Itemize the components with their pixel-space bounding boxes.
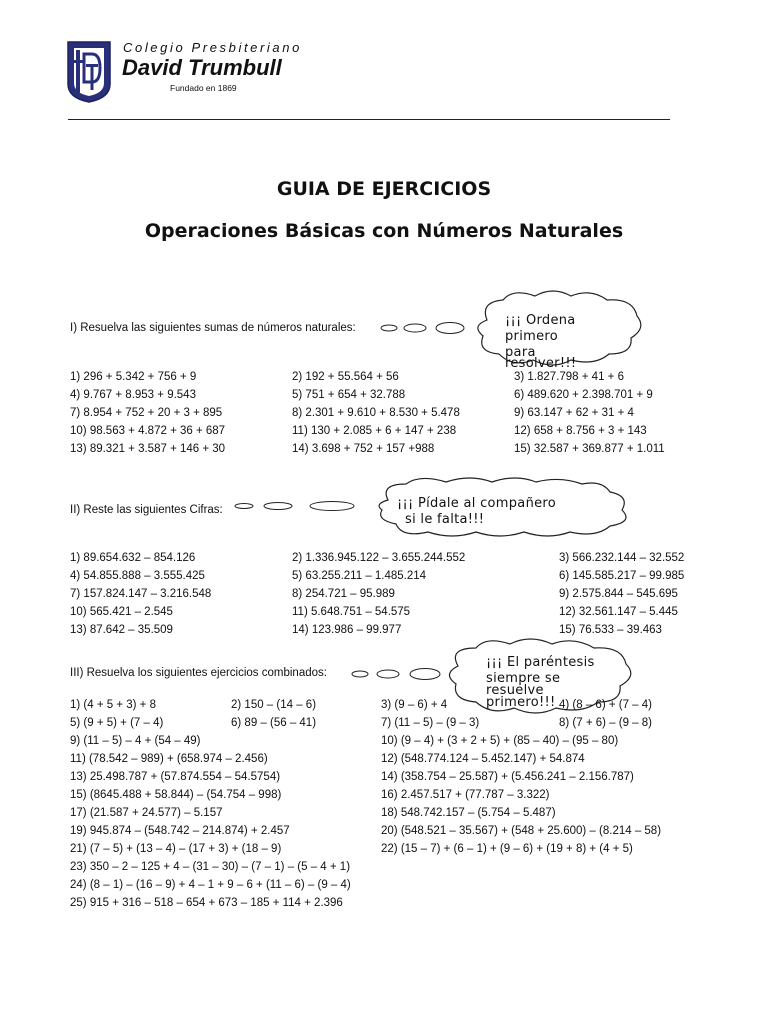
exercise-item: 22) (15 – 7) + (6 – 1) + (9 – 6) + (19 + 8) + (4 + 5) bbox=[381, 843, 633, 855]
bubble-3-line: resuelve bbox=[486, 683, 544, 698]
exercise-item: 21) (7 – 5) + (13 – 4) – (17 + 3) + (18 – 9) bbox=[70, 843, 282, 855]
exercise-item: 11) 130 + 2.085 + 6 + 147 + 238 bbox=[292, 425, 457, 437]
exercise-item: 4) (8 – 6) + (7 – 4) bbox=[559, 699, 652, 711]
bubble-1-line: ¡¡¡ Ordena bbox=[505, 313, 576, 328]
exercise-item: 1) 89.654.632 – 854.126 bbox=[70, 552, 196, 564]
bubble-2-line: si le falta!!! bbox=[405, 512, 485, 527]
section-2-column-3 bbox=[559, 549, 684, 639]
exercise-item: 6) 145.585.217 – 99.985 bbox=[559, 570, 685, 582]
header-divider bbox=[68, 119, 670, 120]
exercise-item: 13) 87.642 – 35.509 bbox=[70, 624, 173, 636]
exercise-item: 9) 63.147 + 62 + 31 + 4 bbox=[514, 407, 634, 419]
exercise-item: 3) (9 – 6) + 4 bbox=[381, 699, 448, 711]
exercise-item: 15) (8645.488 + 58.844) – (54.754 – 998) bbox=[70, 789, 282, 801]
exercise-item: 20) (548.521 – 35.567) + (548 + 25.600) – (8.214 – 58) bbox=[381, 825, 662, 837]
section-1-column-1 bbox=[70, 368, 225, 458]
exercise-item: 3) 566.232.144 – 32.552 bbox=[559, 552, 685, 564]
exercise-item: 4) 9.767 + 8.953 + 9.543 bbox=[70, 389, 196, 401]
exercise-item: 7) (11 – 5) – (9 – 3) bbox=[381, 717, 480, 729]
exercise-item: 25) 915 + 316 – 518 – 654 + 673 – 185 + 114 + 2.396 bbox=[70, 897, 343, 909]
exercise-item: 15) 32.587 + 369.877 + 1.011 bbox=[514, 443, 665, 455]
exercise-item: 8) 254.721 – 95.989 bbox=[292, 588, 395, 600]
section-2-instruction: II) Reste las siguientes Cifras: bbox=[70, 504, 223, 516]
bubble-1-line: para bbox=[505, 345, 536, 360]
school-name-line2: David Trumbull bbox=[122, 55, 282, 80]
exercise-item: 24) (8 – 1) – (16 – 9) + 4 – 1 + 9 – 6 + (11 – 6) – (9 – 4) bbox=[70, 879, 351, 891]
exercise-item: 5) 751 + 654 + 32.788 bbox=[292, 389, 406, 401]
exercise-item: 9) 2.575.844 – 545.695 bbox=[559, 588, 678, 600]
exercise-item: 12) 32.561.147 – 5.445 bbox=[559, 606, 678, 618]
exercise-item: 18) 548.742.157 – (5.754 – 5.487) bbox=[381, 807, 556, 819]
exercise-item: 2) 1.336.945.122 – 3.655.244.552 bbox=[292, 552, 466, 564]
exercise-item: 7) 157.824.147 – 3.216.548 bbox=[70, 588, 212, 600]
school-logo bbox=[66, 40, 112, 104]
bubble-1-line: primero bbox=[505, 329, 558, 344]
founded-text: Fundado en 1869 bbox=[170, 83, 237, 93]
exercise-item: 10) (9 – 4) + (3 + 2 + 5) + (85 – 40) – (95 – 80) bbox=[381, 735, 619, 747]
exercise-item: 14) 123.986 – 99.977 bbox=[292, 624, 402, 636]
exercise-item: 9) (11 – 5) – 4 + (54 – 49) bbox=[70, 735, 201, 747]
exercise-item: 10) 565.421 – 2.545 bbox=[70, 606, 173, 618]
section-3-instruction: III) Resuelva los siguientes ejercicios combinados: bbox=[70, 667, 327, 679]
exercise-item: 10) 98.563 + 4.872 + 36 + 687 bbox=[70, 425, 226, 437]
exercise-item: 6) 489.620 + 2.398.701 + 9 bbox=[514, 389, 653, 401]
section-3-right-column bbox=[381, 732, 661, 858]
exercise-item: 11) (78.542 – 989) + (658.974 – 2.456) bbox=[70, 753, 268, 765]
exercise-item: 6) 89 – (56 – 41) bbox=[231, 717, 317, 729]
exercise-item: 13) 25.498.787 + (57.874.554 – 54.5754) bbox=[70, 771, 281, 783]
exercise-item: 5) (9 + 5) + (7 – 4) bbox=[70, 717, 164, 729]
exercise-item: 19) 945.874 – (548.742 – 214.874) + 2.457 bbox=[70, 825, 290, 837]
exercise-item: 23) 350 – 2 – 125 + 4 – (31 – 30) – (7 – 1) – (5 – 4 + 1) bbox=[70, 861, 351, 873]
section-2-column-2 bbox=[292, 549, 465, 639]
exercise-item: 8) (7 + 6) – (9 – 8) bbox=[559, 717, 652, 729]
section-1-column-2 bbox=[292, 368, 460, 458]
exercise-item: 12) (548.774.124 – 5.452.147) + 54.874 bbox=[381, 753, 585, 765]
school-crest-icon bbox=[66, 40, 112, 104]
section-3-left-column bbox=[70, 732, 351, 912]
section-1-instruction: I) Resuelva las siguientes sumas de números naturales: bbox=[70, 322, 356, 334]
bubble-3-line: primero!!! bbox=[486, 695, 556, 710]
bubble-3-line: ¡¡¡ El paréntesis bbox=[486, 655, 595, 670]
exercise-item: 14) (358.754 – 25.587) + (5.456.241 – 2.156.787) bbox=[381, 771, 634, 783]
bubble-3-line: siempre se bbox=[486, 671, 561, 686]
exercise-item: 15) 76.533 – 39.463 bbox=[559, 624, 662, 636]
bubble-1-text bbox=[505, 313, 576, 372]
exercise-item: 1) 296 + 5.342 + 756 + 9 bbox=[70, 371, 197, 383]
bubble-2-line: ¡¡¡ Pídale al compañero bbox=[397, 496, 557, 511]
exercise-item: 1) (4 + 5 + 3) + 8 bbox=[70, 699, 156, 711]
school-name-line1: Colegio Presbiteriano bbox=[123, 40, 302, 55]
page-subtitle: Operaciones Básicas con Números Naturales bbox=[144, 220, 624, 242]
exercise-item: 7) 8.954 + 752 + 20 + 3 + 895 bbox=[70, 407, 223, 419]
bubble-1-line: resolver!!! bbox=[505, 356, 577, 371]
exercise-item: 17) (21.587 + 24.577) – 5.157 bbox=[70, 807, 223, 819]
bubble-2-text bbox=[397, 496, 556, 528]
exercise-item: 5) 63.255.211 – 1.485.214 bbox=[292, 570, 427, 582]
exercise-item: 14) 3.698 + 752 + 157 +988 bbox=[292, 443, 435, 455]
exercise-item: 16) 2.457.517 + (77.787 – 3.322) bbox=[381, 789, 550, 801]
page-title: GUIA DE EJERCICIOS bbox=[276, 178, 492, 200]
section-1-column-3 bbox=[514, 368, 665, 458]
exercise-item: 2) 150 – (14 – 6) bbox=[231, 699, 317, 711]
exercise-item: 12) 658 + 8.756 + 3 + 143 bbox=[514, 425, 647, 437]
exercise-item: 2) 192 + 55.564 + 56 bbox=[292, 371, 399, 383]
exercise-item: 13) 89.321 + 3.587 + 146 + 30 bbox=[70, 443, 226, 455]
exercise-item: 4) 54.855.888 – 3.555.425 bbox=[70, 570, 205, 582]
section-2-column-1 bbox=[70, 549, 211, 639]
exercise-item: 11) 5.648.751 – 54.575 bbox=[292, 606, 411, 618]
exercise-item: 8) 2.301 + 9.610 + 8.530 + 5.478 bbox=[292, 407, 460, 419]
exercise-item: 3) 1.827.798 + 41 + 6 bbox=[514, 371, 624, 383]
